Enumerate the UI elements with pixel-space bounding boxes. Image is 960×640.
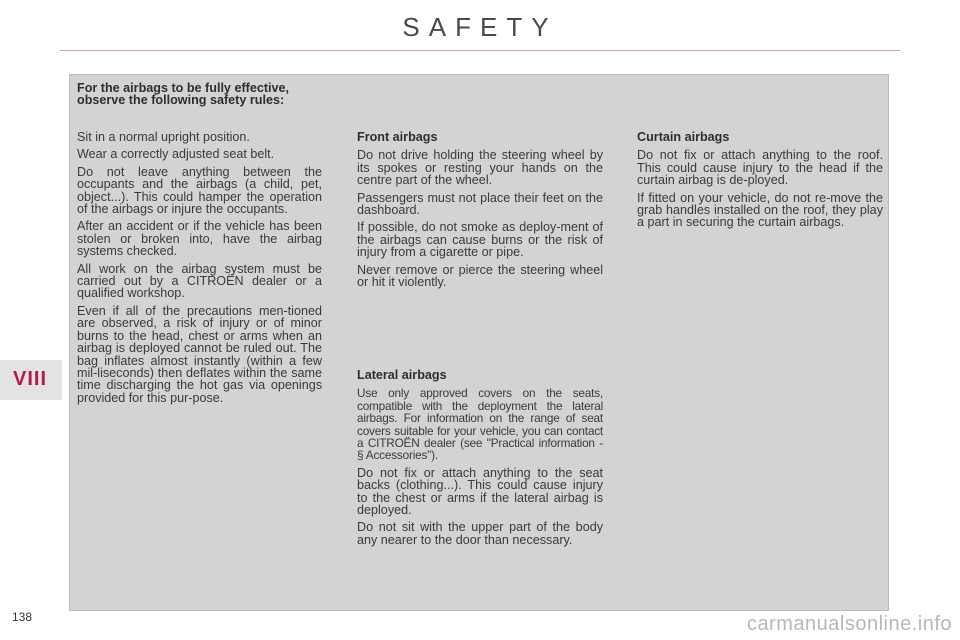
page-number: 138 [12,610,33,624]
front-airbags-paragraph: Passengers must not place their feet on the dashboard. [357,190,603,218]
front-airbags-section [357,131,603,293]
front-airbags-paragraph: If possible, do not smoke as deploy-ment of the airbags can cause burns or the risk of injury from a cigarette or pipe. [357,220,603,260]
intro-column [77,131,322,409]
intro-paragraph: All work on the airbag system must be carried out by a CITROËN dealer or a qualified workshop. [77,261,322,301]
watermark: carmanualsonline.info [746,613,952,635]
intro-paragraph: After an accident or if the vehicle has been stolen or broken into, have the airbag systems checked. [77,219,322,259]
intro-paragraph: Even if all of the precautions men-tioned are observed, a risk of injury or of minor burns to the head, chest or arms when an airbag is deployed cannot be ruled out. The bag inflates almost instantly (within a few mil-liseconds) then deflates within the same time discharging the hot gas via openings provided for this pur-pose. [77,303,322,405]
front-airbags-paragraph: Never remove or pierce the steering wheel or hit it violently. [357,262,603,290]
intro-paragraph: Sit in a normal upright position. [77,130,250,144]
curtain-airbags-section [637,131,883,234]
curtain-airbags-heading: Curtain airbags [637,130,730,144]
lateral-airbags-heading: Lateral airbags [357,368,447,382]
title-divider [60,50,900,51]
page-title: SAFETY [402,12,558,42]
lateral-airbags-paragraph: Do not fix or attach anything to the seat backs (clothing...). This could cause injury to the chest or arms if the lateral airbag is deployed. [357,465,603,518]
intro-paragraph: Do not leave anything between the occupants and the airbags (a child, pet, object...). This could hamper the operation of the airbags or injure the occupants. [77,164,322,217]
front-airbags-heading: Front airbags [357,130,438,144]
chapter-label: VIII [12,368,47,390]
lateral-airbags-paragraph: Do not sit with the upper part of the body any nearer to the door than necessary. [357,520,603,547]
intro-heading: For the airbags to be fully effective, observe the following safety rules: [77,81,290,108]
curtain-airbags-paragraph: If fitted on your vehicle, do not re-move the grab handles installed on the roof, they play a part in securing the curtain airbags. [637,190,883,230]
lateral-airbags-section [357,369,603,551]
intro-paragraph: Wear a correctly adjusted seat belt. [77,147,275,162]
front-airbags-paragraph: Do not drive holding the steering wheel by its spokes or resting your hands on the centre part of the wheel. [357,148,603,188]
lateral-airbags-paragraph: Use only approved covers on the seats, compatible with the deployment the lateral airbags. For information on the range of seat covers suitable for your vehicle, you can contact a CITROËN dealer (see "Practical information - § Accessories"). [357,386,603,463]
curtain-airbags-paragraph: Do not fix or attach anything to the roof. This could cause injury to the head if the curtain airbag is de-ployed. [637,148,883,188]
